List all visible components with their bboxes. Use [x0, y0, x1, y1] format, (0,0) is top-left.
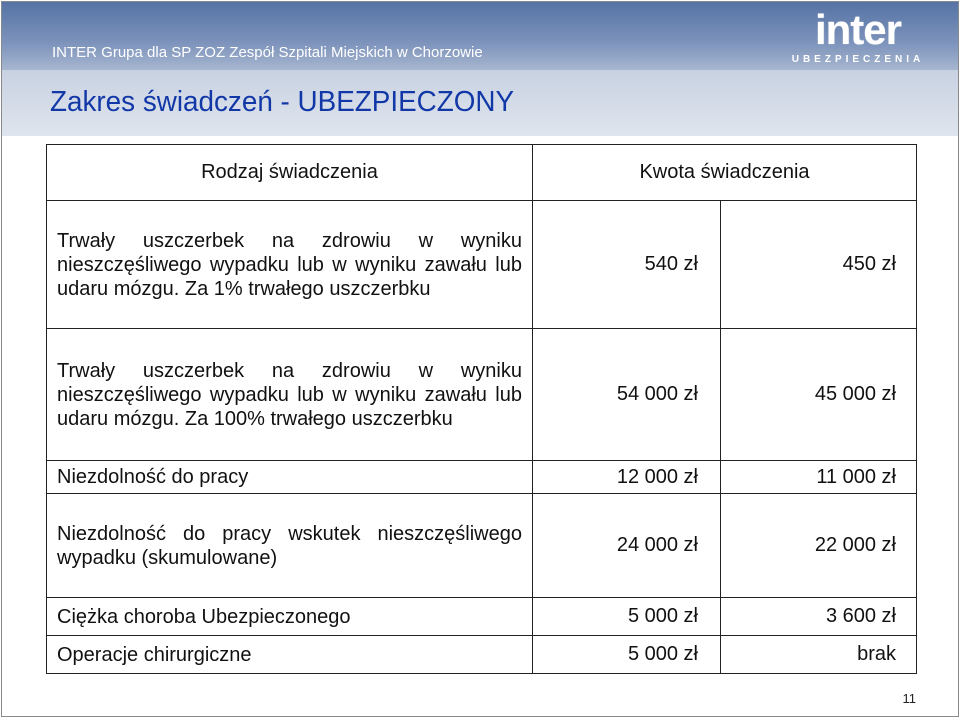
benefit-amount-1: 54 000 zł: [533, 329, 721, 461]
benefit-amount-2: 3 600 zł: [721, 598, 917, 636]
benefit-amount-2: 22 000 zł: [721, 494, 917, 598]
column-header-amount: Kwota świadczenia: [533, 145, 917, 201]
logo-word: inter: [814, 6, 901, 53]
benefit-amount-2: brak: [721, 636, 917, 674]
benefit-amount-2: 45 000 zł: [721, 329, 917, 461]
table-row: [47, 636, 917, 674]
benefit-name: Trwały uszczerbek na zdrowiu w wyniku nieszczęśliwego wypadku lub w wyniku zawału lub udaru mózgu. Za 100% trwałego uszczerbku: [47, 329, 533, 461]
benefit-amount-2: 450 zł: [721, 201, 917, 329]
page-title: Zakres świadczeń - UBEZPIECZONY: [50, 86, 515, 118]
benefit-amount-1: 24 000 zł: [533, 494, 721, 598]
logo-subtitle: UBEZPIECZENIA: [791, 54, 925, 65]
table-row: [47, 461, 917, 494]
benefit-amount-1: 540 zł: [533, 201, 721, 329]
table-row: [47, 494, 917, 598]
slide-header: [2, 2, 958, 136]
benefit-name: Niezdolność do pracy: [47, 461, 533, 494]
benefit-amount-2: 11 000 zł: [721, 461, 917, 494]
column-header-type: Rodzaj świadczenia: [47, 145, 533, 201]
benefit-amount-1: 5 000 zł: [533, 636, 721, 674]
organization-name: INTER Grupa dla SP ZOZ Zespół Szpitali Miejskich w Chorzowie: [52, 44, 483, 61]
benefit-amount-1: 5 000 zł: [533, 598, 721, 636]
table-row: [47, 598, 917, 636]
benefit-name: Operacje chirurgiczne: [47, 636, 533, 674]
table-row: [47, 329, 917, 461]
benefit-name: Trwały uszczerbek na zdrowiu w wyniku nieszczęśliwego wypadku lub w wyniku zawału lub udaru mózgu. Za 1% trwałego uszczerbku: [47, 201, 533, 329]
benefits-table: [46, 144, 917, 674]
page-number: 11: [902, 691, 916, 706]
benefit-name: Niezdolność do pracy wskutek nieszczęśliwego wypadku (skumulowane): [47, 494, 533, 598]
inter-logo: [788, 6, 928, 68]
benefit-amount-1: 12 000 zł: [533, 461, 721, 494]
table-header-row: [47, 145, 917, 201]
benefit-name: Ciężka choroba Ubezpieczonego: [47, 598, 533, 636]
table-row: [47, 201, 917, 329]
